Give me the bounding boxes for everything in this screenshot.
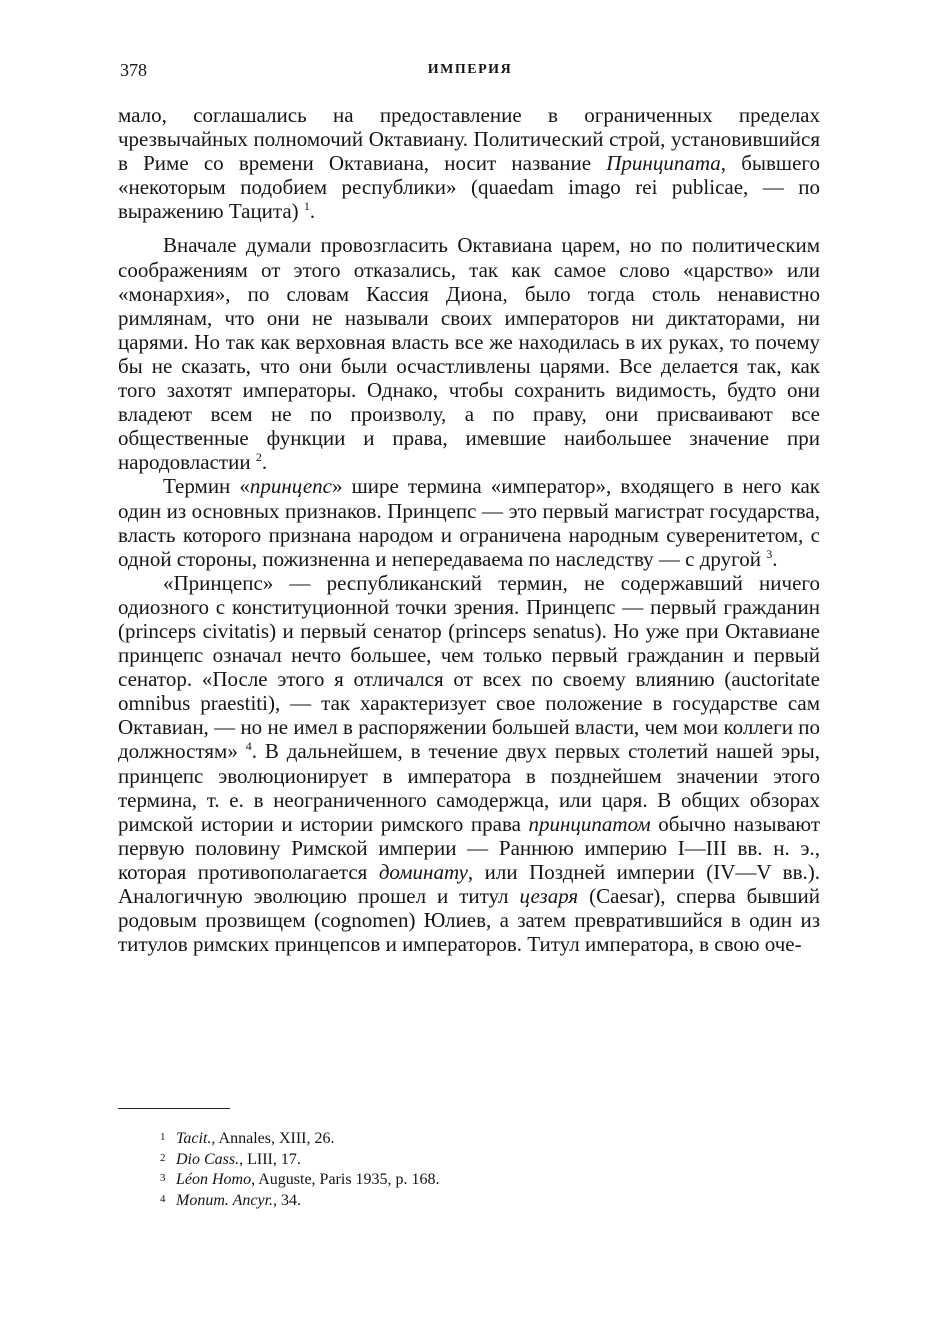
- running-head: ИМПЕРИЯ: [427, 62, 513, 77]
- text-run: , или Поздней империи (IV—V вв.). Аналогичную эволюцию прошел и титул: [118, 859, 820, 908]
- footnote-divider: [118, 1108, 230, 1109]
- italic-term: доминату: [378, 859, 468, 884]
- footnote-author: Monum. Ancyr.: [176, 1191, 274, 1209]
- footnote: [160, 1190, 760, 1211]
- footnote-text: , 34.: [273, 1191, 302, 1209]
- text-run: .: [309, 199, 316, 224]
- footnote: [160, 1169, 760, 1190]
- text-run: » шире термина «император», входящего в него как один из основных признаков. Принцепс — это первый магистрат государства, власть которого признана народом и ограничена народным суверенитетом, с одной стороны, пожизненна и непередаваема по наследству — с другой: [118, 474, 821, 571]
- italic-term: Принципата: [606, 151, 721, 176]
- text-run: . В дальнейшем, в течение двух первых столетий нашей эры, принцепс эволюционирует в императора в позднейшем значении этого термина, т. е. в неограниченного самодержца, или царя. В общих обзорах римской истории и истории римского права: [118, 739, 820, 836]
- text-run: (Caesar), сперва бывший родовым прозвищем (cognomen) Юлиев, а затем превратившийся в один из титулов римских принцепсов и императоров. Титул императора, в свою оче-: [118, 884, 821, 957]
- footnote-ref: 3: [766, 546, 773, 561]
- footnote-text: , Annales, XIII, 26.: [211, 1130, 335, 1147]
- italic-term: принципатом: [528, 811, 651, 836]
- page-header: [120, 60, 820, 84]
- paragraph: [118, 474, 820, 570]
- footnote-ref: 4: [245, 739, 252, 754]
- footnote-ref: 2: [255, 450, 262, 465]
- text-run: мало, соглашались на предоставление в ограниченных пределах чрезвычайных полномочий Октавиану. Политический строй, установившийся в Риме со времени Октавиана, носит название: [118, 103, 820, 176]
- text-run: «Принцепс» — республиканский термин, не содержавший ничего одиозного с конституционной точки зрения. Принцепс — первый гражданин (princeps civitatis) и первый сенатор (princeps senatus). Но уже при Октавиане принцепс означал нечто большее, чем только первый гражданин и первый сенатор. «После этого я отличался от всех по своему влиянию (auctoritate omnibus praestiti), — так характеризует свое положение в государстве сам Октавиан, — но не имел в распоряжении большей власти, чем мои коллеги по должностям»: [118, 570, 820, 764]
- main-text: [118, 103, 820, 956]
- footnotes: [160, 1128, 760, 1210]
- paragraph: [118, 233, 820, 474]
- footnote-mark: 1: [160, 1131, 166, 1143]
- paragraph: [118, 571, 820, 957]
- italic-term: принцепс: [249, 474, 332, 499]
- text-run: , бывшего «некоторым подобием республики» (quaedam imago rei publicae, — по выражению Тацита): [118, 151, 820, 224]
- text-run: Термин «: [163, 474, 250, 499]
- footnote-author: Dio Cass.: [176, 1150, 240, 1168]
- text-run: .: [261, 450, 268, 475]
- page-number: 378: [120, 60, 147, 80]
- footnote-mark: 4: [160, 1192, 166, 1205]
- footnote-ref: 1: [303, 199, 310, 214]
- footnote-mark: 2: [160, 1151, 166, 1164]
- footnote-author: Tacit.: [176, 1130, 212, 1147]
- footnote: [160, 1149, 760, 1170]
- paragraph: [118, 103, 820, 223]
- footnote: [160, 1128, 760, 1149]
- footnote-text: , LIII, 17.: [239, 1150, 301, 1168]
- footnote-text: , Auguste, Paris 1935, p. 168.: [251, 1171, 440, 1188]
- text-run: обычно называют первую половину Римской империи — Раннюю империю I—III вв. н. э., которая противополагается: [118, 811, 821, 884]
- italic-term: цезаря: [519, 884, 579, 908]
- text-run: Вначале думали провозгласить Октавиана царем, но по политическим соображениям от этого отказались, так как самое слово «царство» или «монархия», по словам Кассия Диона, было тогда столь ненавистно римлянам, что они не называли своих императоров ни диктаторами, ни царями. Но так как верховная власть все же находилась в их руках, то почему бы не сказать, что они были осчастливлены царями. Все делается так, как того захотят императоры. Однако, чтобы сохранить видимость, будто они владеют всем не по произволу, а по праву, они присваивают все общественные функции и права, имевшие наибольшее значение при народовластии: [118, 233, 820, 475]
- footnote-author: Léon Homo: [176, 1171, 252, 1188]
- text-run: .: [772, 546, 778, 571]
- footnote-mark: 3: [160, 1172, 166, 1184]
